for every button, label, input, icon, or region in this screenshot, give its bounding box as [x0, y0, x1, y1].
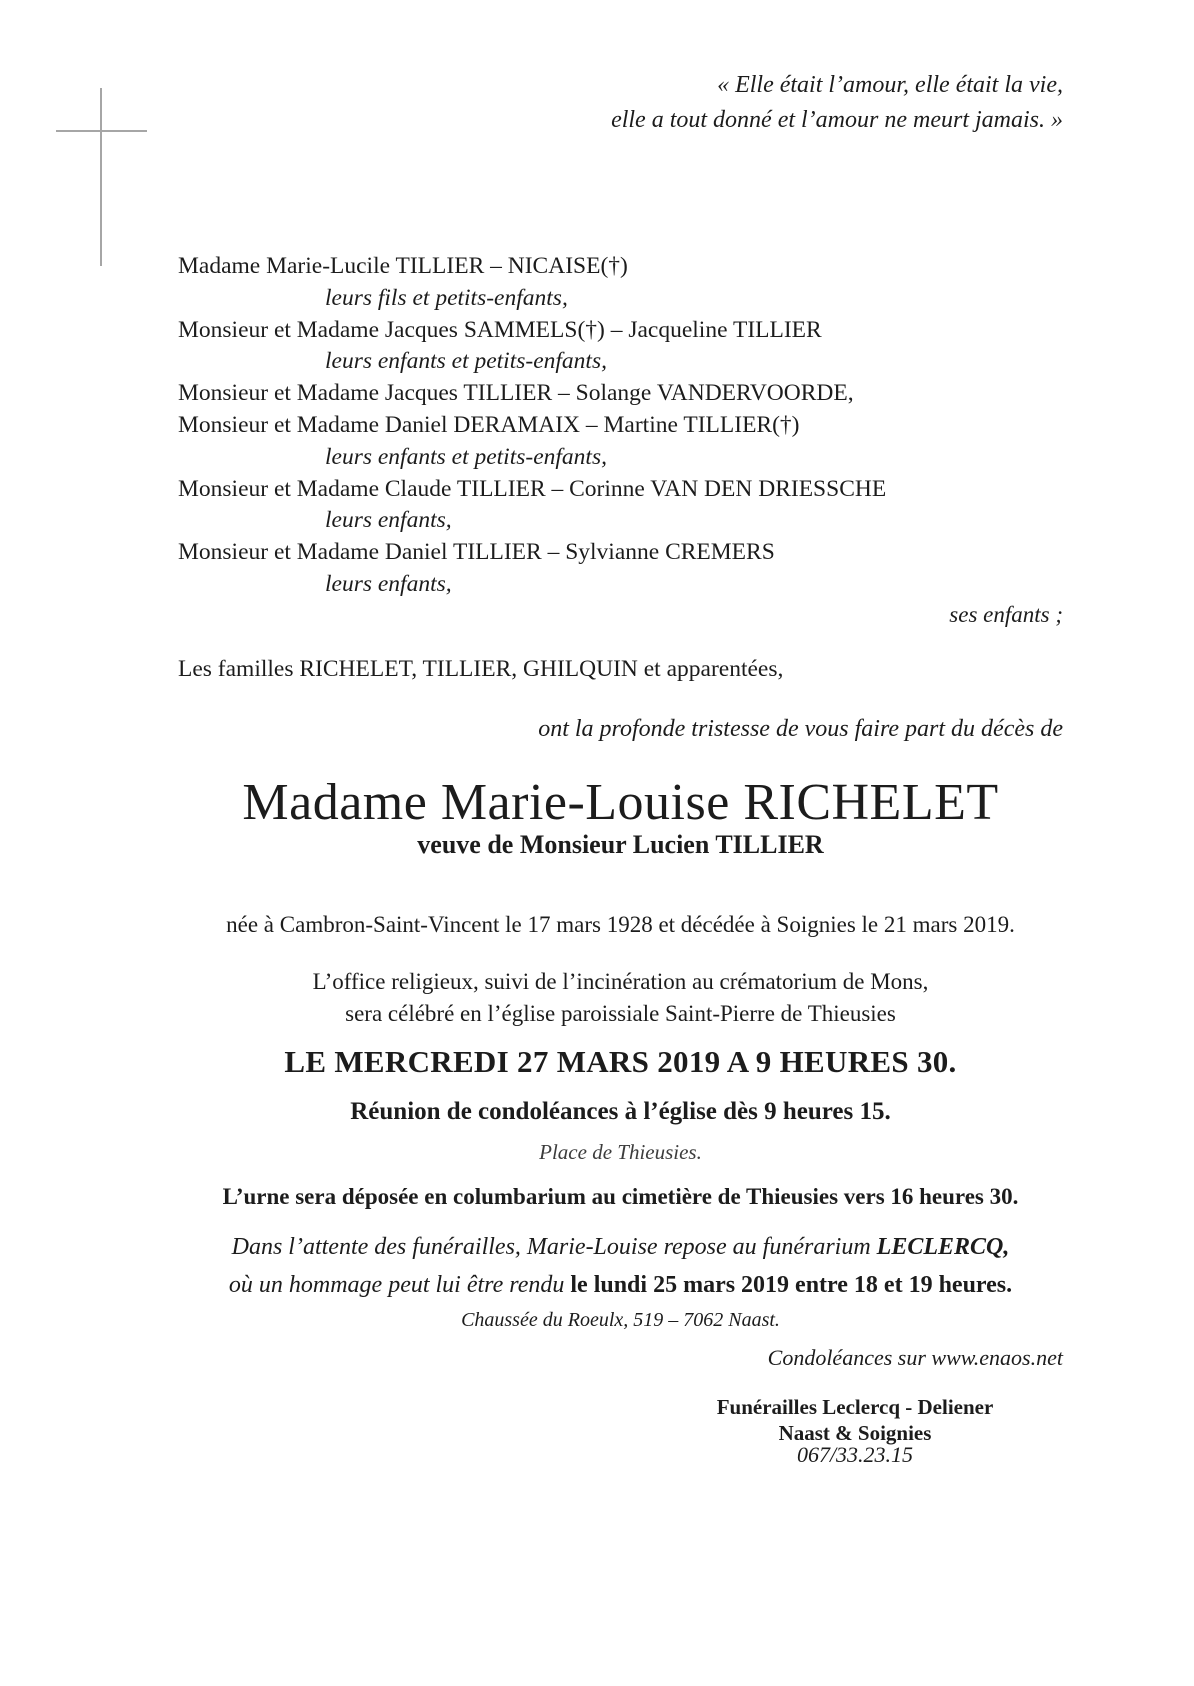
online-condolences-line: Condoléances sur www.enaos.net: [767, 1345, 1063, 1370]
condolence-meeting-line: Réunion de condoléances à l’église dès 9 heures 15.: [350, 1098, 891, 1125]
birth-death-line: née à Cambron-Saint-Vincent le 17 mars 1928 et décédée à Soignies le 21 mars 2019.: [226, 912, 1015, 937]
cross-horizontal-bar: [56, 130, 147, 132]
service-line2: sera célébré en l’église paroissiale Saint-Pierre de Thieusies: [345, 1001, 896, 1026]
family-descendants-line: leurs enfants et petits-enfants,: [325, 348, 607, 375]
family-closing-line: ses enfants ;: [949, 602, 1063, 627]
family-member-line: Madame Marie-Lucile TILLIER – NICAISE(†): [178, 253, 628, 279]
family-descendants-line: leurs fils et petits-enfants,: [325, 284, 568, 311]
family-member-line: Monsieur et Madame Claude TILLIER – Corinne VAN DEN DRIESSCHE: [178, 475, 887, 502]
service-line1: L’office religieux, suivi de l’incinération au crématorium de Mons,: [312, 969, 929, 994]
visitation-line1: [178, 1228, 1063, 1266]
visitation-date: le lundi 25 mars 2019 entre 18 et 19 heures.: [570, 1272, 1013, 1298]
deceased-name: Madame Marie-Louise RICHELET: [242, 774, 999, 831]
deceased-subtitle: veuve de Monsieur Lucien TILLIER: [417, 830, 824, 859]
visitation-info: [178, 1228, 1063, 1304]
family-descendants-line: leurs enfants,: [325, 507, 452, 534]
funeral-home-name: Funérailles Leclercq - Deliener: [716, 1395, 994, 1419]
memorial-quote-line1: « Elle était l’amour, elle était la vie,: [717, 72, 1063, 98]
visitation-line1-text: Dans l’attente des funérailles, Marie-Louise repose au funérarium: [231, 1234, 877, 1260]
family-member-line: Monsieur et Madame Jacques SAMMELS(†) – Jacqueline TILLIER: [178, 316, 822, 343]
urn-line: L’urne sera déposée en columbarium au cimetière de Thieusies vers 16 heures 30.: [222, 1184, 1019, 1209]
service-datetime: LE MERCREDI 27 MARS 2019 A 9 HEURES 30.: [284, 1044, 957, 1079]
visitation-line2: [178, 1266, 1063, 1304]
family-descendants-line: leurs enfants et petits-enfants,: [325, 443, 607, 470]
family-member-line: Monsieur et Madame Daniel TILLIER – Sylvianne CREMERS: [178, 539, 775, 566]
funeral-home-phone: 067/33.23.15: [796, 1442, 914, 1467]
funeral-home-cities: Naast & Soignies: [778, 1421, 932, 1445]
funerarium-address: Chaussée du Roeulx, 519 – 7062 Naast.: [461, 1309, 780, 1331]
family-member-line: Monsieur et Madame Jacques TILLIER – Solange VANDERVOORDE,: [178, 380, 854, 407]
service-info: [178, 966, 1063, 1030]
announcement-line: ont la profonde tristesse de vous faire part du décès de: [538, 716, 1063, 742]
memorial-quote-line2: elle a tout donné et l’amour ne meurt jamais. »: [611, 107, 1063, 133]
family-member-line: Monsieur et Madame Daniel DERAMAIX – Martine TILLIER(†): [178, 411, 800, 438]
church-place-line: Place de Thieusies.: [539, 1140, 702, 1164]
families-line: Les familles RICHELET, TILLIER, GHILQUIN et apparentées,: [178, 656, 784, 682]
family-list: [178, 251, 1063, 601]
funeral-home-block: [605, 1394, 1105, 1446]
visitation-line2-text: où un hommage peut lui être rendu: [228, 1272, 571, 1298]
family-descendants-line: leurs enfants,: [325, 570, 452, 597]
visitation-funerarium-name: LECLERCQ,: [876, 1234, 1010, 1260]
cross-vertical-bar: [100, 88, 102, 266]
memorial-quote: [178, 68, 1063, 138]
